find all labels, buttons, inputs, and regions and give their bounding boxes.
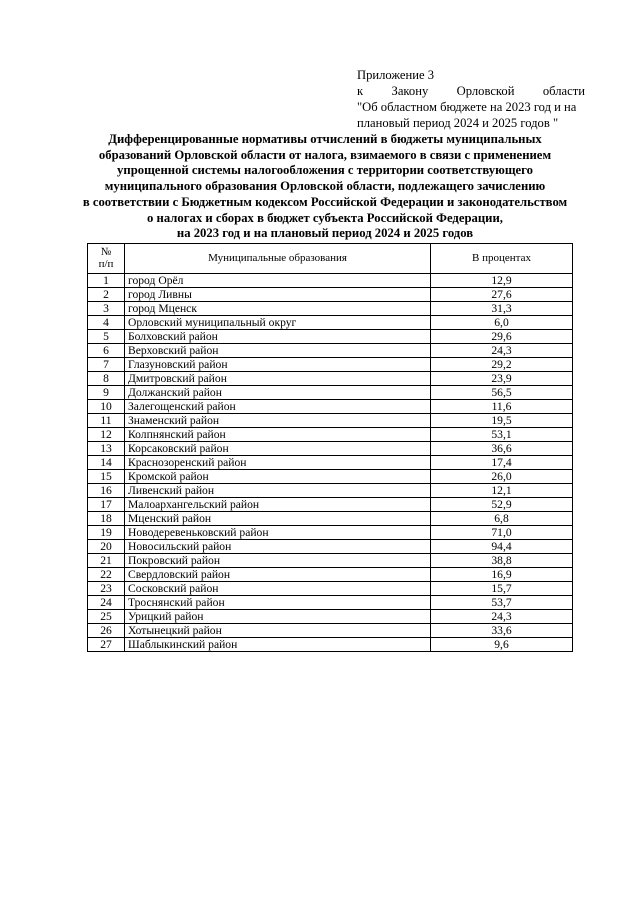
percent-value: 23,9 (431, 372, 573, 386)
annex-word: Закону (391, 84, 429, 98)
table-row (88, 512, 573, 526)
row-number: 14 (88, 456, 125, 470)
percent-value: 38,8 (431, 554, 573, 568)
table-row (88, 484, 573, 498)
table-row (88, 344, 573, 358)
municipality-name: Хотынецкий район (125, 624, 431, 638)
municipality-name: Малоархангельский район (125, 498, 431, 512)
row-number: 19 (88, 526, 125, 540)
table-row (88, 288, 573, 302)
row-number: 25 (88, 610, 125, 624)
annex-law-title: "Об областном бюджете на 2023 год и на (357, 100, 577, 114)
row-number: 20 (88, 540, 125, 554)
table-row (88, 624, 573, 638)
header-number (88, 244, 125, 274)
table-row (88, 358, 573, 372)
percent-value: 17,4 (431, 456, 573, 470)
row-number: 6 (88, 344, 125, 358)
title-line: Дифференцированные нормативы отчислений в бюджеты муниципальных (108, 132, 542, 146)
municipality-name: Краснозоренский район (125, 456, 431, 470)
header-number-sign: № (100, 246, 112, 258)
percent-value: 56,5 (431, 386, 573, 400)
municipality-name: Корсаковский район (125, 442, 431, 456)
table-row (88, 596, 573, 610)
percent-value: 6,8 (431, 512, 573, 526)
table-row (88, 638, 573, 652)
row-number: 8 (88, 372, 125, 386)
row-number: 27 (88, 638, 125, 652)
percent-value: 24,3 (431, 344, 573, 358)
annex-word: к (357, 84, 364, 98)
annex-word: Орловской (456, 84, 515, 98)
table-row (88, 274, 573, 288)
municipality-name: Колпнянский район (125, 428, 431, 442)
row-number: 26 (88, 624, 125, 638)
annex-word: области (542, 84, 585, 98)
document-title (60, 132, 590, 242)
row-number: 2 (88, 288, 125, 302)
percent-value: 15,7 (431, 582, 573, 596)
title-line: образований Орловской области от налога, взимаемого в связи с применением (98, 147, 552, 162)
table-row (88, 582, 573, 596)
percent-value: 33,6 (431, 624, 573, 638)
percent-value: 27,6 (431, 288, 573, 302)
municipality-name: Новосильский район (125, 540, 431, 554)
table-row (88, 568, 573, 582)
municipality-name: город Ливны (125, 288, 431, 302)
municipality-name: город Мценск (125, 302, 431, 316)
table-row (88, 400, 573, 414)
annex-reference (357, 67, 585, 131)
table-header-row (88, 244, 573, 274)
municipality-name: Должанский район (125, 386, 431, 400)
municipality-name: Орловский муниципальный округ (125, 316, 431, 330)
table-row (88, 540, 573, 554)
table-row (88, 414, 573, 428)
row-number: 17 (88, 498, 125, 512)
row-number: 16 (88, 484, 125, 498)
table-row (88, 554, 573, 568)
municipality-name: Мценский район (125, 512, 431, 526)
row-number: 7 (88, 358, 125, 372)
annex-number: Приложение 3 (357, 68, 435, 82)
table-row (88, 316, 573, 330)
percent-value: 19,5 (431, 414, 573, 428)
municipality-name: Кромской район (125, 470, 431, 484)
percent-value: 11,6 (431, 400, 573, 414)
title-line: муниципального образования Орловской области, подлежащего зачислению (104, 179, 546, 194)
row-number: 11 (88, 414, 125, 428)
header-number-abbr: п/п (98, 257, 114, 270)
row-number: 18 (88, 512, 125, 526)
row-number: 24 (88, 596, 125, 610)
row-number: 10 (88, 400, 125, 414)
table-row (88, 610, 573, 624)
table-row (88, 302, 573, 316)
table-row (88, 498, 573, 512)
row-number: 1 (88, 274, 125, 288)
row-number: 5 (88, 330, 125, 344)
title-line: о налогах и сборах в бюджет субъекта Российской Федерации, (147, 210, 503, 225)
municipality-name: Залегощенский район (125, 400, 431, 414)
row-number: 21 (88, 554, 125, 568)
municipality-name: Новодеревеньковский район (125, 526, 431, 540)
title-line: на 2023 год и на плановый период 2024 и 2025 годов (176, 226, 474, 241)
percent-value: 12,1 (431, 484, 573, 498)
row-number: 13 (88, 442, 125, 456)
annex-law-line (357, 83, 585, 99)
municipality-name: Болховский район (125, 330, 431, 344)
percent-value: 36,6 (431, 442, 573, 456)
annex-law-title-cont: плановый период 2024 и 2025 годов " (357, 116, 559, 130)
table-row (88, 456, 573, 470)
table-row (88, 428, 573, 442)
percent-value: 24,3 (431, 610, 573, 624)
row-number: 3 (88, 302, 125, 316)
municipality-name: Покровский район (125, 554, 431, 568)
municipality-name: Урицкий район (125, 610, 431, 624)
percent-value: 26,0 (431, 470, 573, 484)
percent-value: 6,0 (431, 316, 573, 330)
table-row (88, 470, 573, 484)
table-body (88, 274, 573, 652)
header-percent: В процентах (431, 244, 573, 274)
row-number: 23 (88, 582, 125, 596)
title-line: в соответствии с Бюджетным кодексом Российской Федерации и законодательством (82, 194, 568, 209)
municipality-name: Верховский район (125, 344, 431, 358)
header-municipality: Муниципальные образования (125, 244, 431, 274)
municipality-name: Дмитровский район (125, 372, 431, 386)
row-number: 15 (88, 470, 125, 484)
percent-value: 12,9 (431, 274, 573, 288)
municipality-name: Троснянский район (125, 596, 431, 610)
percent-value: 52,9 (431, 498, 573, 512)
table-row (88, 526, 573, 540)
percent-value: 29,2 (431, 358, 573, 372)
norms-table (87, 243, 573, 652)
municipality-name: Свердловский район (125, 568, 431, 582)
municipality-name: Знаменский район (125, 414, 431, 428)
municipality-name: Шаблыкинский район (125, 638, 431, 652)
municipality-name: город Орёл (125, 274, 431, 288)
row-number: 4 (88, 316, 125, 330)
table-row (88, 442, 573, 456)
municipality-name: Глазуновский район (125, 358, 431, 372)
table-row (88, 372, 573, 386)
row-number: 12 (88, 428, 125, 442)
percent-value: 29,6 (431, 330, 573, 344)
row-number: 9 (88, 386, 125, 400)
municipality-name: Ливенский район (125, 484, 431, 498)
percent-value: 94,4 (431, 540, 573, 554)
percent-value: 9,6 (431, 638, 573, 652)
percent-value: 16,9 (431, 568, 573, 582)
row-number: 22 (88, 568, 125, 582)
title-line: упрощенной системы налогообложения с территории соответствующего (117, 163, 533, 178)
municipality-name: Сосковский район (125, 582, 431, 596)
table-row (88, 386, 573, 400)
percent-value: 53,1 (431, 428, 573, 442)
percent-value: 31,3 (431, 302, 573, 316)
percent-value: 53,7 (431, 596, 573, 610)
percent-value: 71,0 (431, 526, 573, 540)
table-row (88, 330, 573, 344)
